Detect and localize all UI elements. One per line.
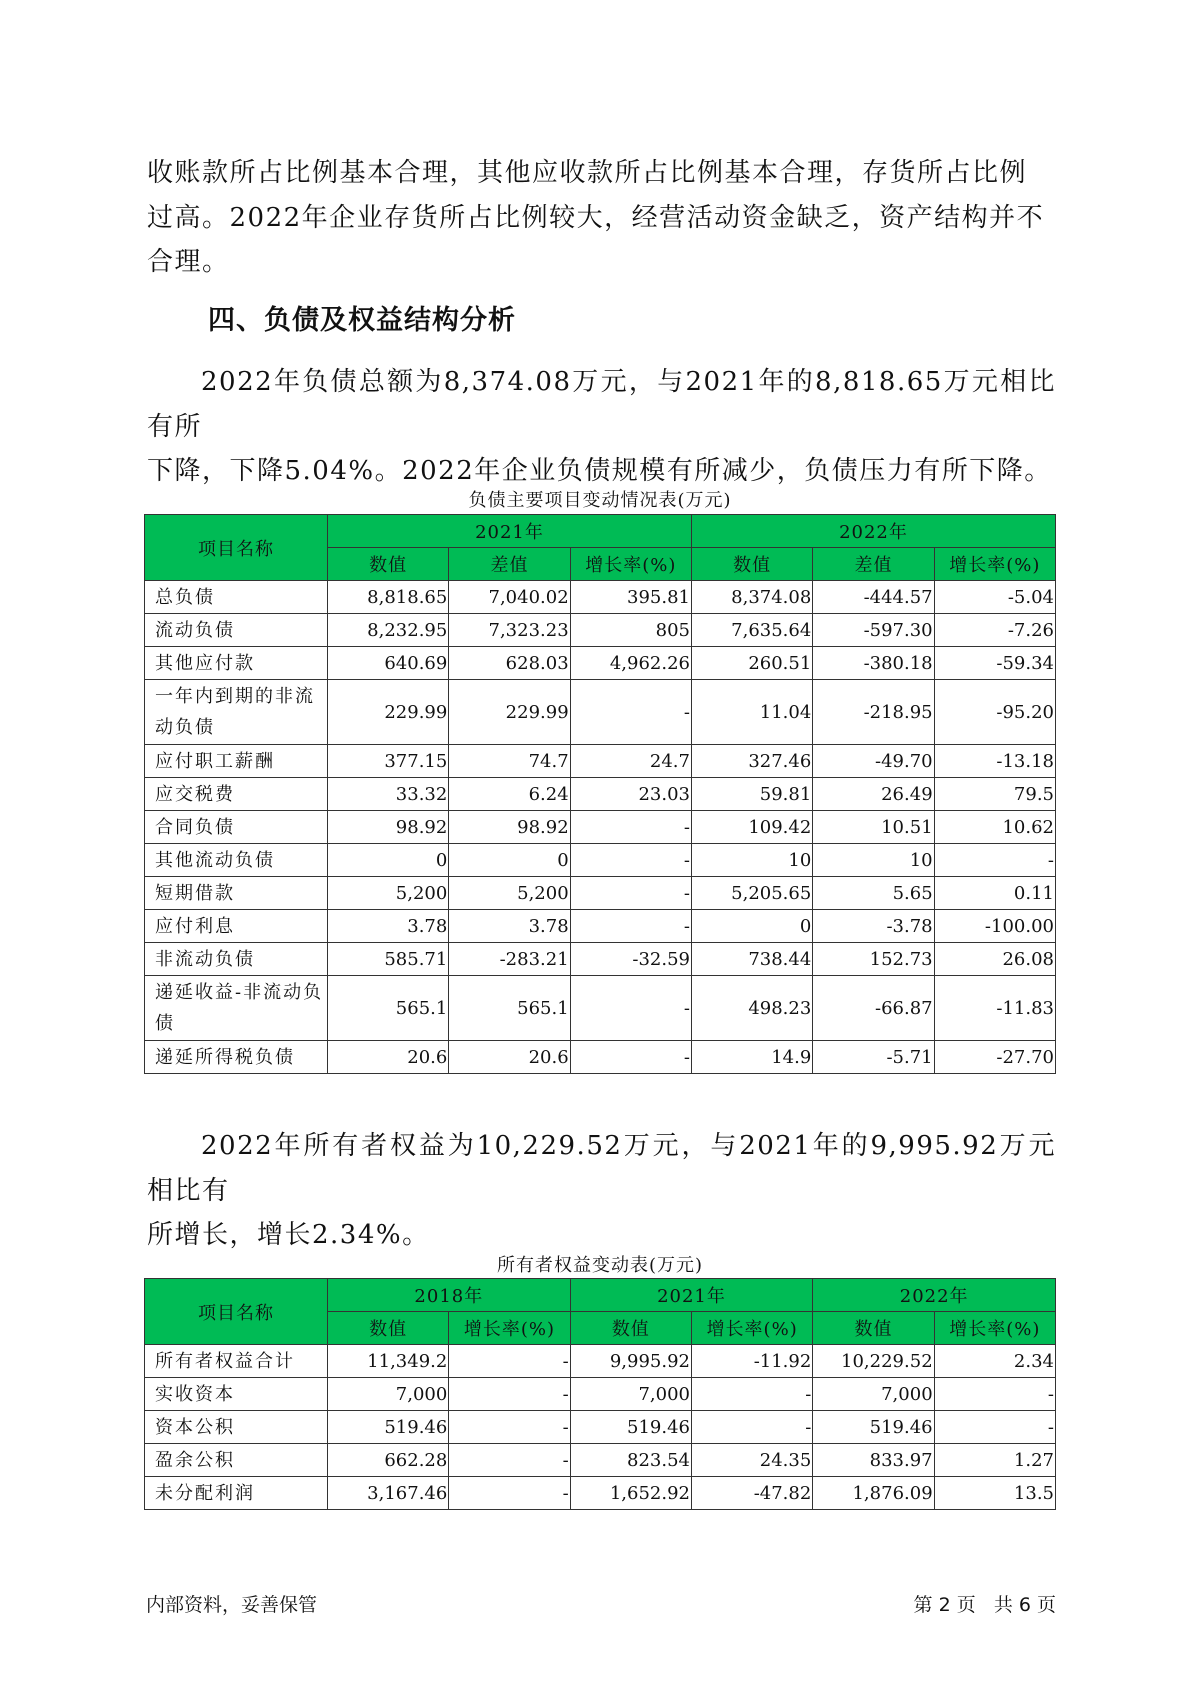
table-cell: -	[570, 877, 691, 910]
table-row	[145, 745, 1056, 778]
row-label: 应付职工薪酬	[145, 745, 328, 778]
table-cell: 0	[691, 910, 812, 943]
name-header: 项目名称	[145, 515, 328, 581]
footer-page-number: 第 2 页 共 6 页	[913, 1594, 1056, 1616]
table-cell: 565.1	[328, 976, 449, 1041]
table-cell: 7,635.64	[691, 614, 812, 647]
table-cell: 10	[691, 844, 812, 877]
row-label: 短期借款	[145, 877, 328, 910]
row-label: 其他应付款	[145, 647, 328, 680]
year-header: 2022年	[813, 1279, 1056, 1312]
column-header: 增长率(%)	[934, 1312, 1055, 1345]
table-cell: -	[691, 1378, 812, 1411]
table-cell: -	[691, 1411, 812, 1444]
table-row	[145, 877, 1056, 910]
table-cell: 7,000	[570, 1378, 691, 1411]
liability-table	[144, 514, 1056, 1074]
column-header: 差值	[813, 548, 934, 581]
table-cell: -	[570, 976, 691, 1041]
table-cell: 1.27	[934, 1444, 1055, 1477]
table-cell: 805	[570, 614, 691, 647]
table-cell: 7,323.23	[449, 614, 570, 647]
table-cell: -7.26	[934, 614, 1055, 647]
equity-table	[144, 1278, 1056, 1510]
table-cell: 519.46	[328, 1411, 449, 1444]
row-label: 未分配利润	[145, 1477, 328, 1510]
table-cell: 13.5	[934, 1477, 1055, 1510]
table-cell: 7,000	[813, 1378, 934, 1411]
table-row	[145, 1345, 1056, 1378]
table-cell: -47.82	[691, 1477, 812, 1510]
table-cell: 6.24	[449, 778, 570, 811]
table-cell: -597.30	[813, 614, 934, 647]
table-cell: -95.20	[934, 680, 1055, 745]
table-cell: 11.04	[691, 680, 812, 745]
table-cell: -66.87	[813, 976, 934, 1041]
table-cell: 519.46	[813, 1411, 934, 1444]
row-label: 实收资本	[145, 1378, 328, 1411]
table-cell: -380.18	[813, 647, 934, 680]
row-label: 流动负债	[145, 614, 328, 647]
table-cell: 33.32	[328, 778, 449, 811]
table-cell: 7,040.02	[449, 581, 570, 614]
table-cell: 5,205.65	[691, 877, 812, 910]
column-header: 增长率(%)	[570, 548, 691, 581]
table-cell: -	[449, 1411, 570, 1444]
table-cell: 98.92	[449, 811, 570, 844]
section-heading: 四、负债及权益结构分析	[208, 305, 516, 336]
table-cell: 4,962.26	[570, 647, 691, 680]
table-cell: -	[570, 680, 691, 745]
column-header: 数值	[328, 548, 449, 581]
table-row	[145, 1411, 1056, 1444]
table-cell: 0	[449, 844, 570, 877]
table-row	[145, 680, 1056, 745]
table-cell: -	[934, 1378, 1055, 1411]
paragraph-line: 过高。2022年企业存货所占比例较大，经营活动资金缺乏，资产结构并不	[147, 202, 1045, 233]
table-cell: 79.5	[934, 778, 1055, 811]
table-cell: 20.6	[328, 1041, 449, 1074]
liability-paragraph	[147, 360, 1056, 494]
column-header: 数值	[570, 1312, 691, 1345]
table-cell: -32.59	[570, 943, 691, 976]
table-cell: 2.34	[934, 1345, 1055, 1378]
table-row	[145, 976, 1056, 1041]
row-label: 一年内到期的非流动负债	[145, 680, 328, 745]
paragraph-line: 2022年负债总额为8,374.08万元，与2021年的8,818.65万元相比有所	[147, 367, 1056, 442]
column-header: 数值	[328, 1312, 449, 1345]
table-cell: -	[934, 844, 1055, 877]
table-row	[145, 1041, 1056, 1074]
paragraph-line: 收账款所占比例基本合理，其他应收款所占比例基本合理，存货所占比例	[147, 158, 1028, 188]
table-cell: 26.49	[813, 778, 934, 811]
table-cell: -	[934, 1411, 1055, 1444]
table-cell: -13.18	[934, 745, 1055, 778]
table-row	[145, 910, 1056, 943]
paragraph-line: 下降，下降5.04%。2022年企业负债规模有所减少，负债压力有所下降。	[147, 456, 1052, 486]
row-label: 资本公积	[145, 1411, 328, 1444]
table-cell: 0.11	[934, 877, 1055, 910]
table-row	[145, 1378, 1056, 1411]
table-cell: 26.08	[934, 943, 1055, 976]
table-cell: 98.92	[328, 811, 449, 844]
row-label: 递延所得税负债	[145, 1041, 328, 1074]
table-cell: 9,995.92	[570, 1345, 691, 1378]
table-cell: 585.71	[328, 943, 449, 976]
equity-table-caption: 所有者权益变动表(万元)	[496, 1255, 704, 1276]
table-cell: -218.95	[813, 680, 934, 745]
row-label: 递延收益-非流动负债	[145, 976, 328, 1041]
table-cell: -49.70	[813, 745, 934, 778]
table-cell: 5.65	[813, 877, 934, 910]
table-cell: -11.92	[691, 1345, 812, 1378]
table-cell: 833.97	[813, 1444, 934, 1477]
table-cell: 229.99	[449, 680, 570, 745]
table-row	[145, 1444, 1056, 1477]
paragraph-line: 2022年所有者权益为10,229.52万元，与2021年的9,995.92万元相比有	[147, 1131, 1056, 1206]
row-label: 盈余公积	[145, 1444, 328, 1477]
year-header: 2021年	[570, 1279, 813, 1312]
table-cell: -	[449, 1378, 570, 1411]
table-cell: 662.28	[328, 1444, 449, 1477]
table-cell: 565.1	[449, 976, 570, 1041]
table-cell: 377.15	[328, 745, 449, 778]
table-cell: 628.03	[449, 647, 570, 680]
table-cell: 5,200	[328, 877, 449, 910]
table-cell: -11.83	[934, 976, 1055, 1041]
table-cell: 738.44	[691, 943, 812, 976]
table-cell: -	[570, 910, 691, 943]
row-label: 应交税费	[145, 778, 328, 811]
table-cell: 11,349.2	[328, 1345, 449, 1378]
table-cell: 3.78	[328, 910, 449, 943]
row-label: 总负债	[145, 581, 328, 614]
year-header: 2018年	[328, 1279, 571, 1312]
name-header: 项目名称	[145, 1279, 328, 1345]
table-cell: -	[449, 1345, 570, 1378]
table-cell: 260.51	[691, 647, 812, 680]
table-cell: 519.46	[570, 1411, 691, 1444]
table-row	[145, 811, 1056, 844]
table-cell: 7,000	[328, 1378, 449, 1411]
row-label: 其他流动负债	[145, 844, 328, 877]
table-cell: 24.7	[570, 745, 691, 778]
table-cell: -	[570, 1041, 691, 1074]
table-cell: 74.7	[449, 745, 570, 778]
table-cell: -3.78	[813, 910, 934, 943]
table-cell: 327.46	[691, 745, 812, 778]
table-row	[145, 1477, 1056, 1510]
table-row	[145, 943, 1056, 976]
table-cell: 8,232.95	[328, 614, 449, 647]
table-cell: 14.9	[691, 1041, 812, 1074]
liability-table-caption: 负债主要项目变动情况表(万元)	[468, 490, 732, 511]
paragraph-line: 所增长，增长2.34%。	[147, 1220, 430, 1250]
table-cell: 8,374.08	[691, 581, 812, 614]
table-cell: 109.42	[691, 811, 812, 844]
year-header: 2022年	[691, 515, 1055, 548]
table-cell: 20.6	[449, 1041, 570, 1074]
table-cell: 1,876.09	[813, 1477, 934, 1510]
paragraph-line: 合理。	[147, 247, 230, 277]
row-label: 应付利息	[145, 910, 328, 943]
equity-paragraph	[147, 1124, 1056, 1258]
table-cell: 0	[328, 844, 449, 877]
table-row	[145, 581, 1056, 614]
footer-confidential-note: 内部资料，妥善保管	[146, 1594, 318, 1616]
table-cell: 10.51	[813, 811, 934, 844]
table-cell: 3,167.46	[328, 1477, 449, 1510]
year-header: 2021年	[328, 515, 692, 548]
table-cell: 59.81	[691, 778, 812, 811]
table-row	[145, 778, 1056, 811]
table-cell: -27.70	[934, 1041, 1055, 1074]
table-cell: -100.00	[934, 910, 1055, 943]
row-label: 合同负债	[145, 811, 328, 844]
table-cell: -59.34	[934, 647, 1055, 680]
row-label: 所有者权益合计	[145, 1345, 328, 1378]
column-header: 增长率(%)	[691, 1312, 812, 1345]
table-cell: -5.04	[934, 581, 1055, 614]
column-header: 增长率(%)	[934, 548, 1055, 581]
column-header: 差值	[449, 548, 570, 581]
table-cell: -	[449, 1477, 570, 1510]
table-cell: 823.54	[570, 1444, 691, 1477]
table-cell: 152.73	[813, 943, 934, 976]
table-cell: 10	[813, 844, 934, 877]
column-header: 数值	[691, 548, 812, 581]
table-cell: 395.81	[570, 581, 691, 614]
table-cell: 640.69	[328, 647, 449, 680]
column-header: 增长率(%)	[449, 1312, 570, 1345]
table-row	[145, 614, 1056, 647]
table-cell: 229.99	[328, 680, 449, 745]
table-cell: -444.57	[813, 581, 934, 614]
column-header: 数值	[813, 1312, 934, 1345]
table-cell: 10.62	[934, 811, 1055, 844]
table-cell: -	[570, 811, 691, 844]
table-cell: 3.78	[449, 910, 570, 943]
table-cell: -283.21	[449, 943, 570, 976]
table-cell: 498.23	[691, 976, 812, 1041]
table-cell: 5,200	[449, 877, 570, 910]
table-cell: -	[570, 844, 691, 877]
row-label: 非流动负债	[145, 943, 328, 976]
table-cell: 1,652.92	[570, 1477, 691, 1510]
table-cell: -5.71	[813, 1041, 934, 1074]
table-row	[145, 844, 1056, 877]
intro-paragraph	[147, 151, 1056, 285]
table-cell: 10,229.52	[813, 1345, 934, 1378]
table-cell: -	[449, 1444, 570, 1477]
table-row	[145, 647, 1056, 680]
table-cell: 23.03	[570, 778, 691, 811]
table-cell: 24.35	[691, 1444, 812, 1477]
table-cell: 8,818.65	[328, 581, 449, 614]
